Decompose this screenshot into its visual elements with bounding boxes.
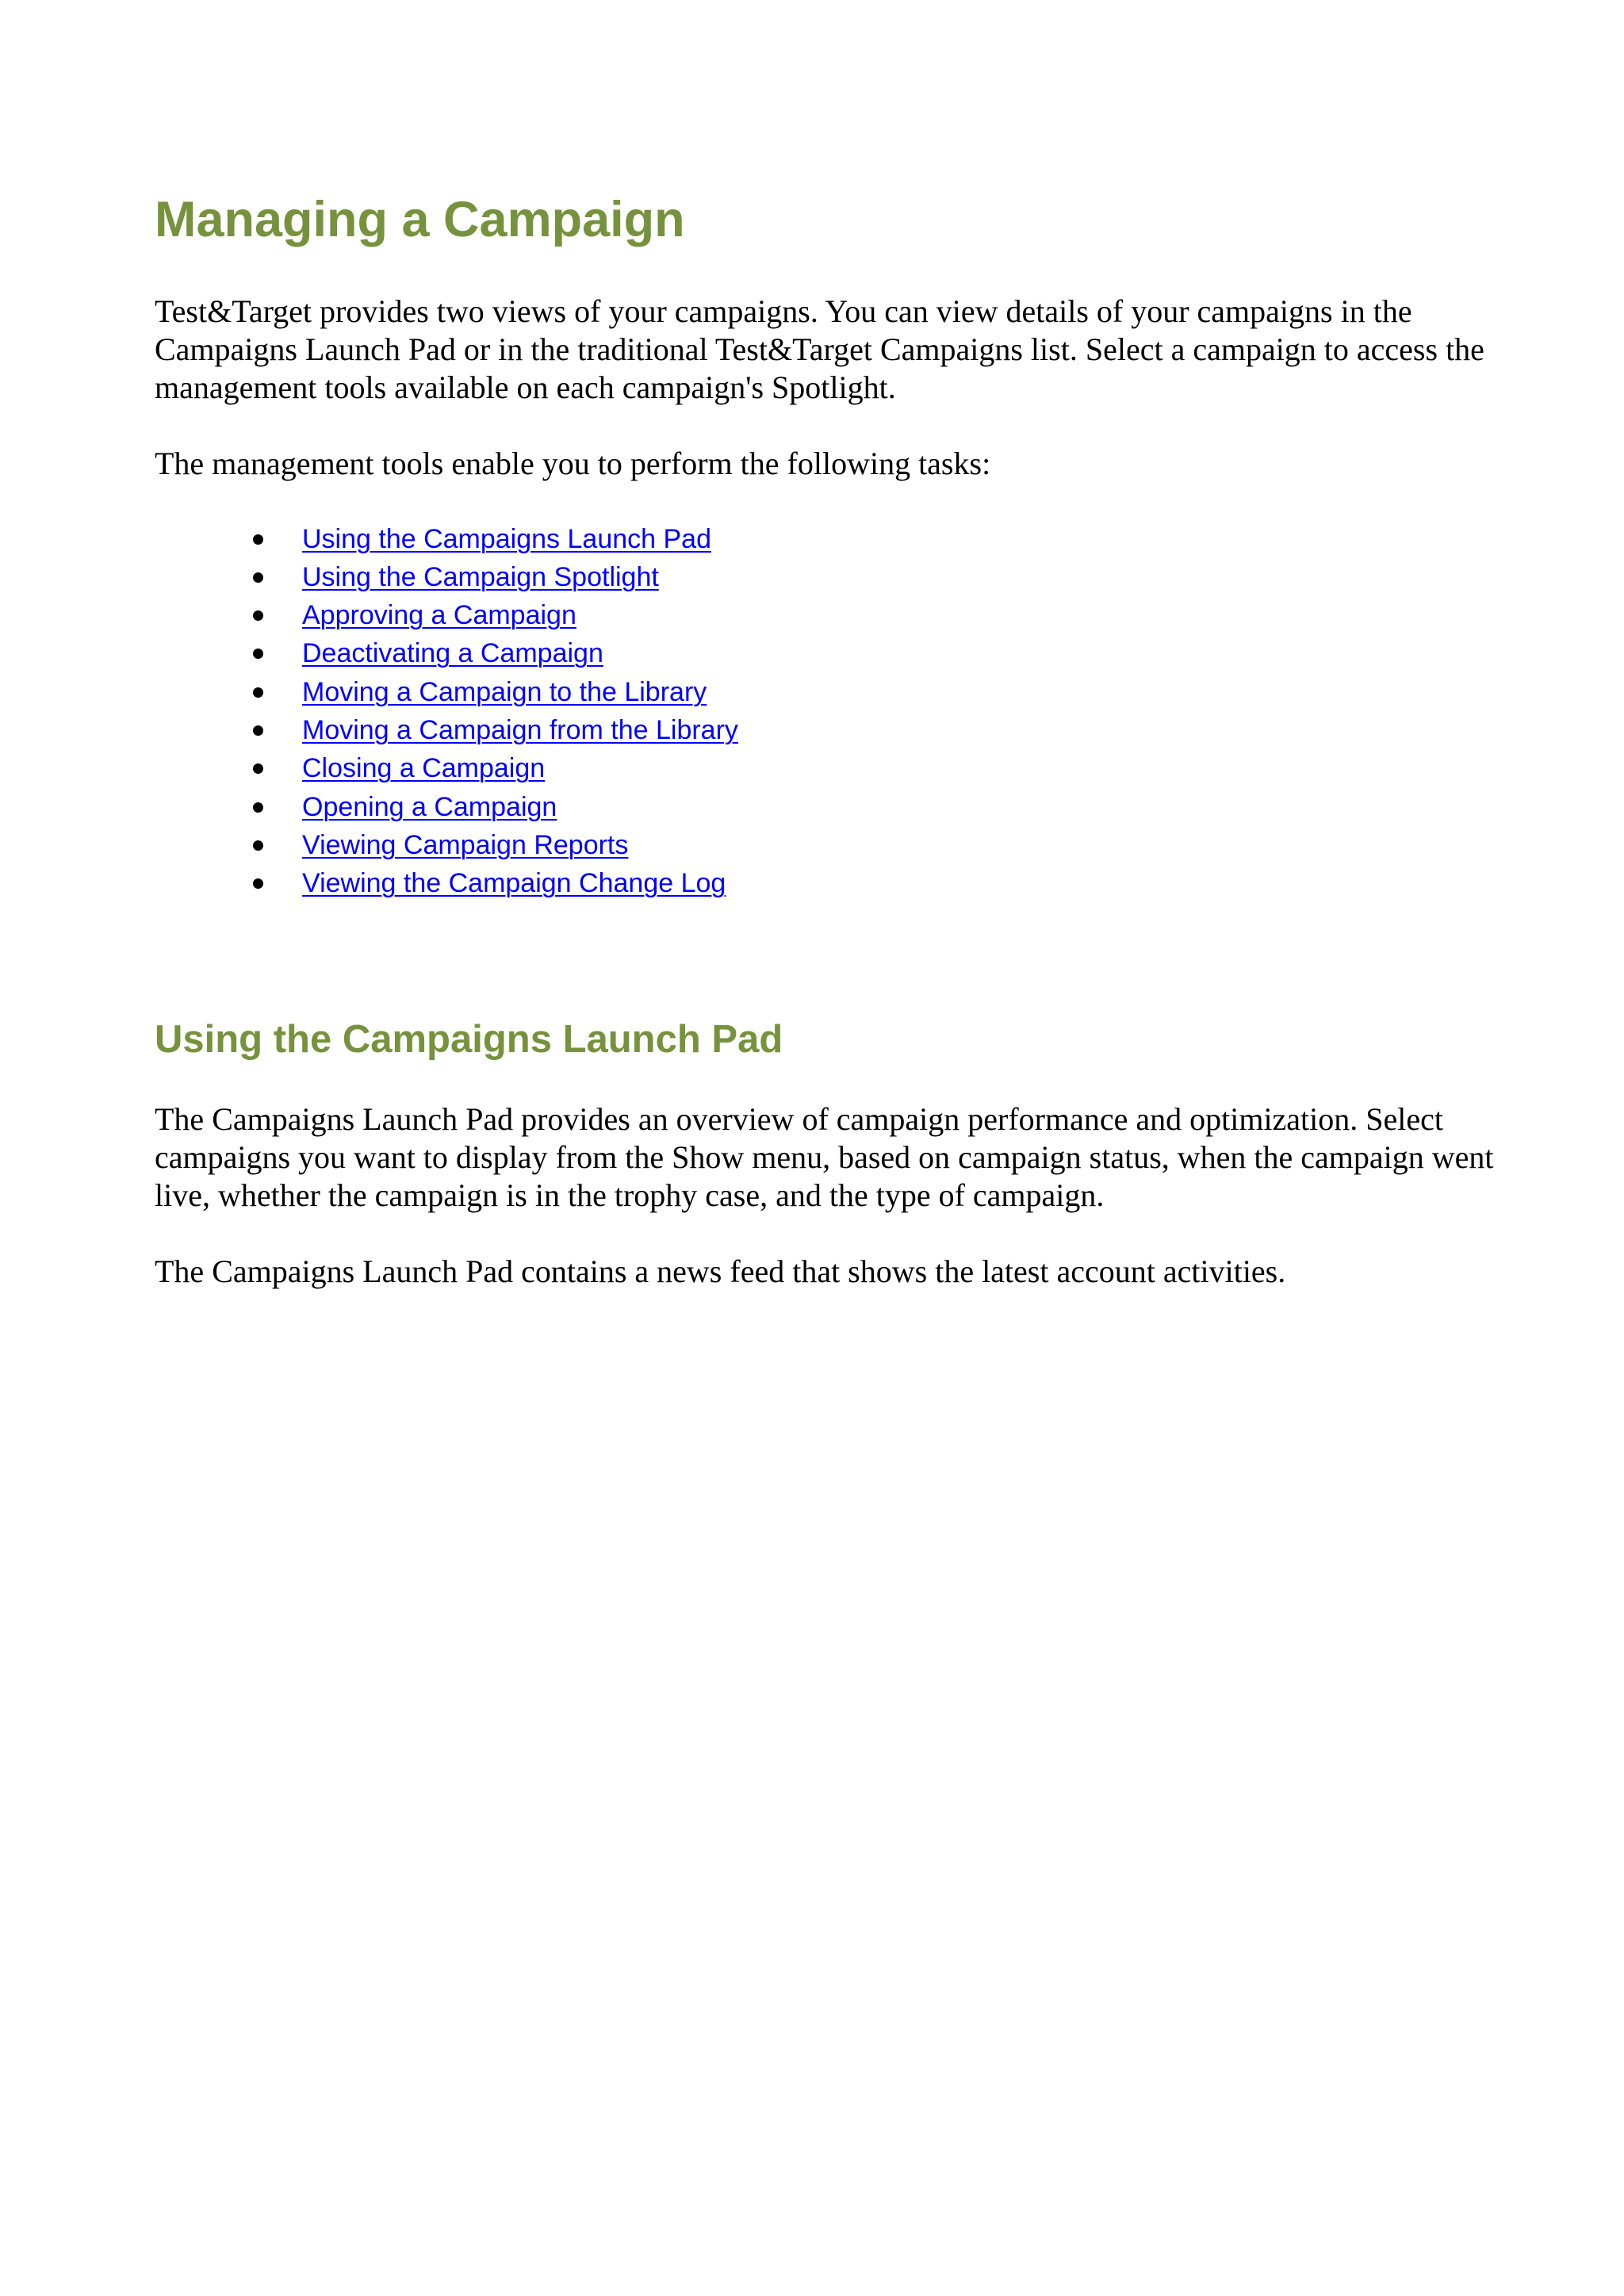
bullet-icon [253, 572, 263, 583]
section-paragraph-1: The Campaigns Launch Pad provides an overview of campaign performance and optimization. Select campaigns you want to display from the Show menu, based on campaign status, when the campaign went live, whether the campaign is in the trophy case, and the type of campaign. [155, 1101, 1494, 1214]
bullet-icon [253, 610, 263, 621]
link-viewing-campaign-change-log[interactable]: Viewing the Campaign Change Log [302, 868, 726, 899]
link-moving-campaign-from-library[interactable]: Moving a Campaign from the Library [302, 715, 738, 746]
link-closing-campaign[interactable]: Closing a Campaign [302, 753, 546, 784]
list-item [155, 558, 1495, 596]
bullet-icon [253, 725, 263, 736]
list-item [155, 749, 1495, 787]
task-link-list [155, 520, 1495, 903]
list-item [155, 826, 1495, 864]
link-moving-campaign-to-library[interactable]: Moving a Campaign to the Library [302, 676, 707, 707]
list-item [155, 788, 1495, 826]
list-item [155, 634, 1495, 672]
tasks-intro-paragraph: The management tools enable you to perform the following tasks: [155, 445, 991, 481]
list-item [155, 596, 1495, 634]
link-using-campaigns-launch-pad[interactable]: Using the Campaigns Launch Pad [302, 523, 711, 554]
list-item [155, 520, 1495, 558]
list-item [155, 864, 1495, 902]
link-opening-campaign[interactable]: Opening a Campaign [302, 791, 557, 822]
bullet-icon [253, 840, 263, 851]
link-using-campaign-spotlight[interactable]: Using the Campaign Spotlight [302, 561, 659, 592]
page-content [155, 190, 1495, 1291]
bullet-icon [253, 649, 263, 659]
section-paragraph-2: The Campaigns Launch Pad contains a news feed that shows the latest account activities. [155, 1253, 1286, 1290]
bullet-icon [253, 802, 263, 813]
bullet-icon [253, 763, 263, 774]
intro-paragraph: Test&Target provides two views of your campaigns. You can view details of your campaigns in the Campaigns Launch Pad or in the traditional Test&Target Campaigns list. Select a campaign to access the management tools available on each campaign's Spotlight. [155, 293, 1484, 405]
bullet-icon [253, 534, 263, 545]
bullet-icon [253, 878, 263, 889]
link-approving-campaign[interactable]: Approving a Campaign [302, 600, 576, 631]
link-deactivating-campaign[interactable]: Deactivating a Campaign [302, 638, 603, 669]
link-viewing-campaign-reports[interactable]: Viewing Campaign Reports [302, 829, 629, 860]
list-item [155, 711, 1495, 749]
section-title: Using the Campaigns Launch Pad [155, 1017, 783, 1061]
bullet-icon [253, 687, 263, 698]
list-item [155, 673, 1495, 711]
page-title: Managing a Campaign [155, 192, 685, 247]
